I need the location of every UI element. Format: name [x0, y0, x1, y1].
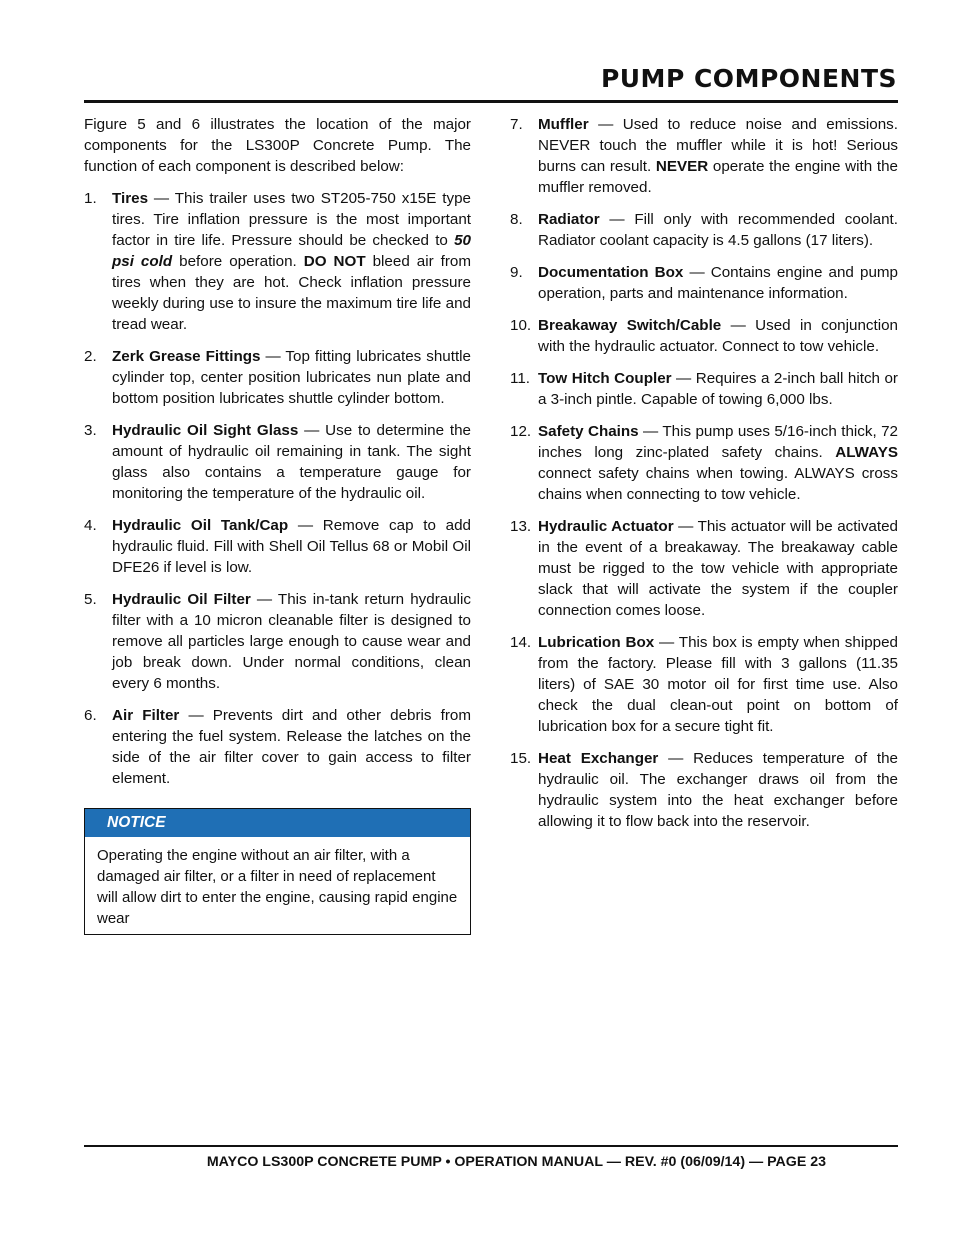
list-item [84, 188, 471, 335]
footer-rule [84, 1145, 898, 1147]
item-number: 5. [84, 591, 97, 608]
item-text: Tires — This trailer uses two ST205-750 x15E type tires. Tire inflation pressure is the most important factor in tire life. Pressure should be checked to 50 psi cold before operation. DO NOT bleed air from tires when they are hot. Check inflation pressure weekly during use to insure the maximum tire life and tread wear. [112, 190, 472, 333]
item-number: 7. [510, 116, 523, 133]
item-name: Air Filter [112, 707, 180, 724]
item-name: Muffler [538, 116, 589, 133]
list-item [510, 421, 898, 505]
item-number: 10. [510, 317, 532, 334]
list-item [510, 262, 898, 304]
list-item [510, 368, 898, 410]
item-name: Tires [112, 190, 149, 207]
item-name: Zerk Grease Fittings [112, 348, 261, 365]
page-footer: MAYCO LS300P CONCRETE PUMP • OPERATION MANUAL — REV. #0 (06/09/14) — PAGE 23 [206, 1154, 826, 1170]
item-name: Hydraulic Oil Sight Glass [112, 422, 299, 439]
list-item [510, 114, 898, 198]
list-item [510, 632, 898, 737]
item-name: Radiator [538, 211, 600, 228]
item-name: Lubrication Box [538, 634, 655, 651]
header-rule [84, 100, 898, 103]
warning-strong: NEVER [655, 158, 709, 175]
item-text: Documentation Box — Contains engine and pump operation, parts and maintenance information. [538, 264, 898, 302]
item-text: Air Filter — Prevents dirt and other debris from entering the fuel system. Release the latches on the side of the air filter cover to gain access to filter element. [112, 707, 471, 787]
notice-box [84, 808, 471, 935]
list-item [84, 705, 471, 789]
item-number: 1. [84, 190, 97, 207]
notice-label: NOTICE [85, 809, 470, 837]
item-number: 12. [510, 423, 532, 440]
item-text: Hydraulic Actuator — This actuator will be activated in the event of a breakaway. The breakaway cable must be rigged to the tow vehicle with appropriate slack that will activate the system if the coupler connection comes loose. [538, 518, 898, 619]
emphasis-pressure: 50 psi cold [112, 232, 471, 270]
item-number: 9. [510, 264, 523, 281]
item-text: Safety Chains — This pump uses 5/16-inch thick, 72 inches long zinc-plated safety chains. ALWAYS connect safety chains when towing. ALWAYS cross chains when connecting to tow vehicle. [538, 423, 898, 503]
item-text: Lubrication Box — This box is empty when shipped from the factory. Please fill with 3 gallons (11.35 liters) of SAE 30 motor oil for first time use. Also check the dual clean-out point on bottom of lubrication box for a secure tight fit. [538, 634, 898, 735]
item-text: Hydraulic Oil Sight Glass — Use to determine the amount of hydraulic oil remaining in tank. The sight glass also contains a temperature gauge for monitoring the temperature of the hydraulic oil. [112, 422, 471, 502]
warning-strong: ALWAYS [835, 444, 898, 461]
item-name: Hydraulic Oil Tank/Cap [112, 517, 289, 534]
item-text: Zerk Grease Fittings — Top fitting lubricates shuttle cylinder top, center position lubricates nun plate and bottom position lubricates shuttle cylinder bottom. [112, 348, 471, 407]
list-item [510, 209, 898, 251]
list-item [84, 346, 471, 409]
list-item [84, 589, 471, 694]
item-number: 15. [510, 750, 532, 767]
list-item [510, 516, 898, 621]
notice-text: Operating the engine without an air filter, with a damaged air filter, or a filter in need of replacement will allow dirt to enter the engine, causing rapid engine wear [97, 847, 458, 927]
item-name: Hydraulic Oil Filter [112, 591, 251, 608]
list-item [84, 515, 471, 578]
item-text: Hydraulic Oil Filter — This in-tank return hydraulic filter with a 10 micron cleanable filter is designed to remove all particles large enough to cause wear and job break down. Under normal conditions, clean every 6 months. [112, 591, 471, 692]
item-name: Breakaway Switch/Cable [538, 317, 722, 334]
item-name: Heat Exchanger [538, 750, 659, 767]
component-list-left [84, 188, 471, 789]
item-text: Heat Exchanger — Reduces temperature of the hydraulic oil. The exchanger draws oil from the hydraulic system into the heat exchanger before allowing it to flow back into the reservoir. [538, 750, 898, 830]
item-text: Radiator — Fill only with recommended coolant. Radiator coolant capacity is 4.5 gallons (17 liters). [538, 211, 898, 249]
item-name: Tow Hitch Coupler [538, 370, 672, 387]
right-column [510, 114, 898, 832]
item-number: 6. [84, 707, 97, 724]
item-number: 3. [84, 422, 97, 439]
item-number: 14. [510, 634, 532, 651]
item-name: Hydraulic Actuator [538, 518, 674, 535]
item-number: 11. [510, 370, 530, 387]
item-name: Safety Chains [538, 423, 639, 440]
list-item [510, 315, 898, 357]
item-text: Muffler — Used to reduce noise and emissions. NEVER touch the muffler while it is hot! Serious burns can result. NEVER operate the engine with the muffler removed. [538, 116, 898, 196]
warning-strong: DO NOT [303, 253, 366, 270]
left-column [84, 114, 471, 935]
item-number: 2. [84, 348, 97, 365]
intro-paragraph: Figure 5 and 6 illustrates the location of the major components for the LS300P Concrete Pump. The function of each component is described below: [84, 116, 471, 175]
item-text: Hydraulic Oil Tank/Cap — Remove cap to add hydraulic fluid. Fill with Shell Oil Tellus 68 or Mobil Oil DFE26 if level is low. [112, 517, 471, 576]
component-list-right [510, 114, 898, 832]
item-text: Tow Hitch Coupler — Requires a 2-inch ball hitch or a 3-inch pintle. Capable of towing 6,000 lbs. [538, 370, 898, 408]
list-item [84, 420, 471, 504]
item-number: 13. [510, 518, 532, 535]
item-name: Documentation Box [538, 264, 684, 281]
item-number: 8. [510, 211, 523, 228]
list-item [510, 748, 898, 832]
page-title: PUMP COMPONENTS [600, 64, 897, 93]
item-text: Breakaway Switch/Cable — Used in conjunction with the hydraulic actuator. Connect to tow vehicle. [538, 317, 898, 355]
item-number: 4. [84, 517, 97, 534]
